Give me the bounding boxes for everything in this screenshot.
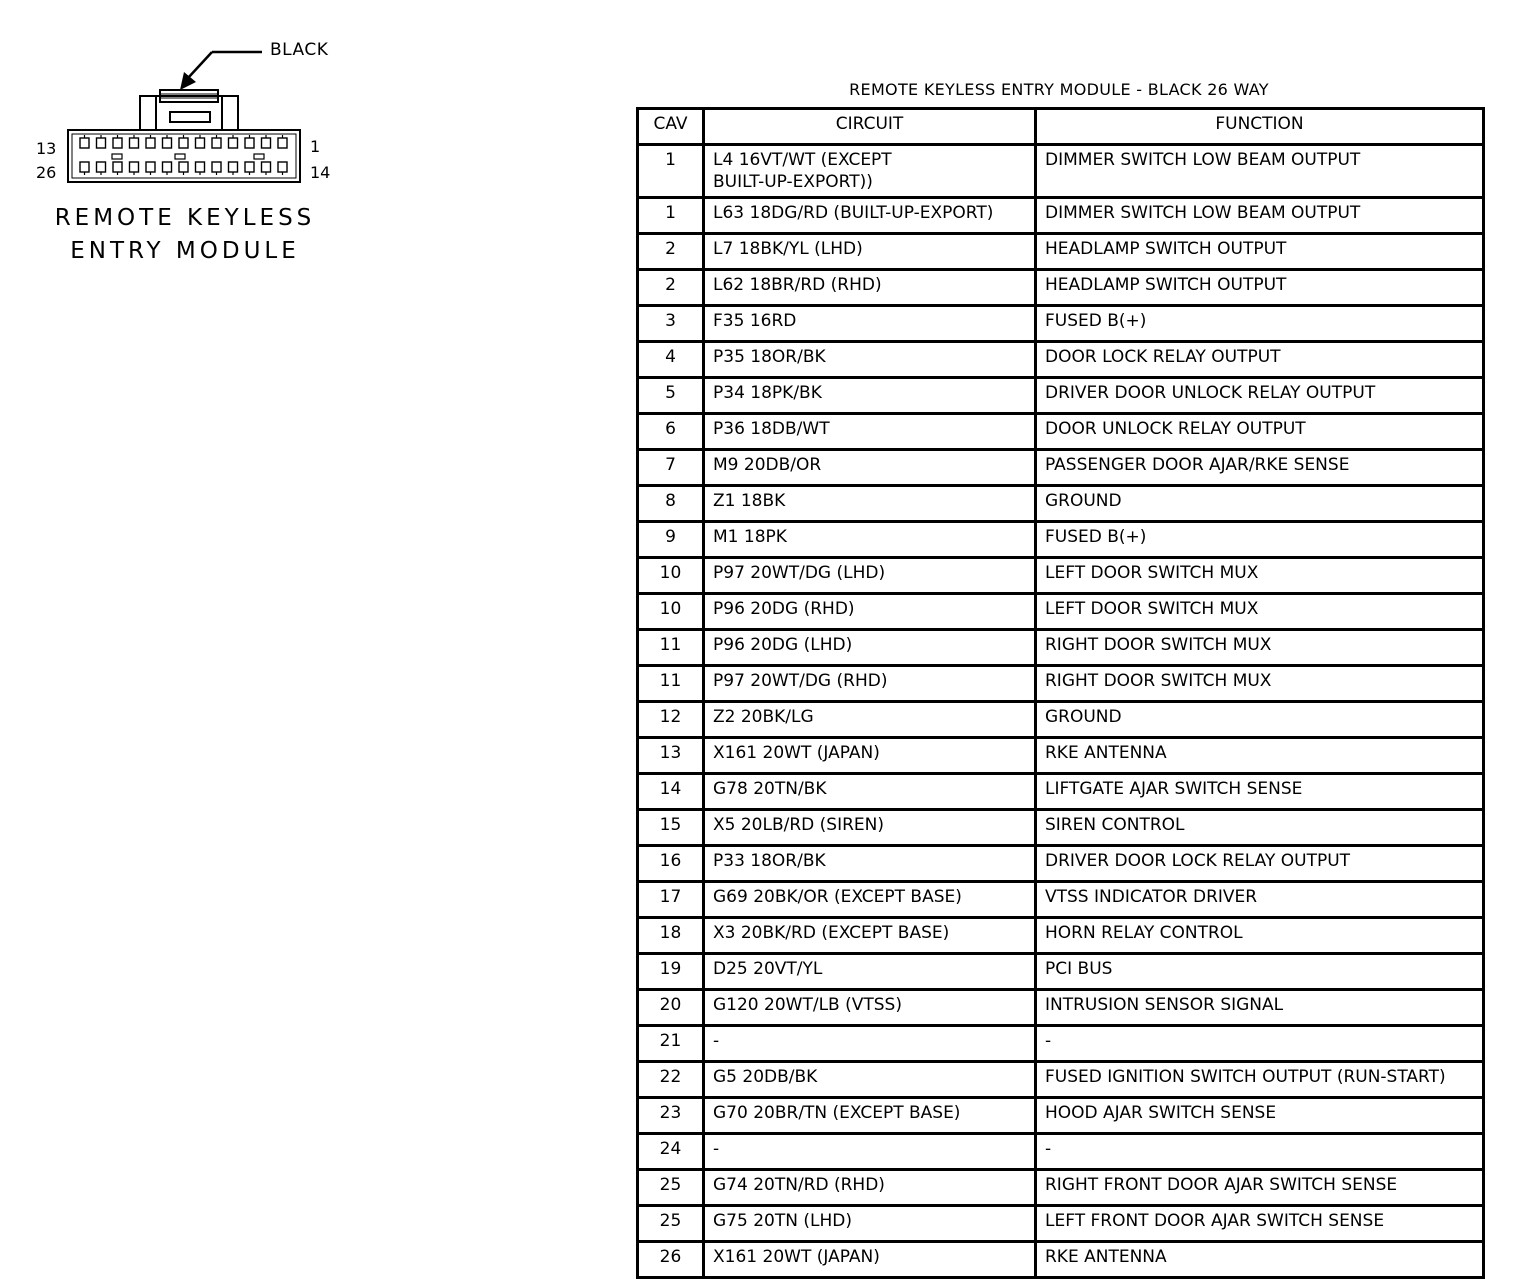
- circuit-cell: G120 20WT/LB (VTSS): [704, 990, 1036, 1026]
- cav-cell: 15: [638, 810, 704, 846]
- function-cell: -: [1036, 1026, 1484, 1062]
- cav-cell: 5: [638, 378, 704, 414]
- function-cell: LEFT DOOR SWITCH MUX: [1036, 594, 1484, 630]
- circuit-cell: Z2 20BK/LG: [704, 702, 1036, 738]
- table-row: [638, 450, 1484, 486]
- function-cell: FUSED B(+): [1036, 306, 1484, 342]
- pin-cavity: [196, 138, 205, 148]
- pin-cavity: [245, 138, 254, 148]
- pin-cavity: [278, 162, 287, 172]
- cav-cell: 26: [638, 1242, 704, 1278]
- pin-label-1: 1: [310, 137, 321, 156]
- cav-cell: 7: [638, 450, 704, 486]
- cav-cell: 6: [638, 414, 704, 450]
- function-cell: HEADLAMP SWITCH OUTPUT: [1036, 270, 1484, 306]
- table-row: [638, 1026, 1484, 1062]
- function-cell: FUSED IGNITION SWITCH OUTPUT (RUN-START): [1036, 1062, 1484, 1098]
- table-row: [638, 1206, 1484, 1242]
- table-row: [638, 738, 1484, 774]
- header-circuit: CIRCUIT: [704, 109, 1036, 145]
- function-cell: PASSENGER DOOR AJAR/RKE SENSE: [1036, 450, 1484, 486]
- function-cell: HOOD AJAR SWITCH SENSE: [1036, 1098, 1484, 1134]
- cav-cell: 10: [638, 594, 704, 630]
- cav-cell: 11: [638, 666, 704, 702]
- table-row: [638, 1062, 1484, 1098]
- pin-cavity: [113, 138, 122, 148]
- function-cell: DOOR LOCK RELAY OUTPUT: [1036, 342, 1484, 378]
- pin-cavity: [229, 138, 238, 148]
- circuit-cell: M9 20DB/OR: [704, 450, 1036, 486]
- pin-cavity: [229, 162, 238, 172]
- table-row: [638, 846, 1484, 882]
- connector-color-label: BLACK: [270, 40, 329, 60]
- function-cell: SIREN CONTROL: [1036, 810, 1484, 846]
- pin-cavity: [97, 162, 106, 172]
- cav-cell: 9: [638, 522, 704, 558]
- table-row: [638, 306, 1484, 342]
- function-cell: DOOR UNLOCK RELAY OUTPUT: [1036, 414, 1484, 450]
- circuit-cell: F35 16RD: [704, 306, 1036, 342]
- keying-rib: [175, 154, 185, 159]
- table-row: [638, 558, 1484, 594]
- table-row: [638, 666, 1484, 702]
- pin-cavity: [130, 138, 139, 148]
- circuit-cell: L7 18BK/YL (LHD): [704, 234, 1036, 270]
- cav-cell: 4: [638, 342, 704, 378]
- cav-cell: 12: [638, 702, 704, 738]
- cav-cell: 13: [638, 738, 704, 774]
- function-cell: FUSED B(+): [1036, 522, 1484, 558]
- cav-cell: 17: [638, 882, 704, 918]
- circuit-cell: L62 18BR/RD (RHD): [704, 270, 1036, 306]
- cav-cell: 21: [638, 1026, 704, 1062]
- function-cell: RIGHT DOOR SWITCH MUX: [1036, 666, 1484, 702]
- table-row: [638, 1134, 1484, 1170]
- function-cell: DIMMER SWITCH LOW BEAM OUTPUT: [1036, 198, 1484, 234]
- cav-cell: 2: [638, 234, 704, 270]
- pinout-table: [636, 107, 1485, 1279]
- header-function: FUNCTION: [1036, 109, 1484, 145]
- table-title: REMOTE KEYLESS ENTRY MODULE - BLACK 26 WAY: [849, 80, 1269, 99]
- pin-cavity: [113, 162, 122, 172]
- cav-cell: 20: [638, 990, 704, 1026]
- function-cell: LEFT DOOR SWITCH MUX: [1036, 558, 1484, 594]
- function-cell: DRIVER DOOR UNLOCK RELAY OUTPUT: [1036, 378, 1484, 414]
- pin-label-13: 13: [36, 139, 57, 158]
- table-row: [638, 378, 1484, 414]
- function-cell: RKE ANTENNA: [1036, 1242, 1484, 1278]
- cav-cell: 1: [638, 145, 704, 198]
- function-cell: PCI BUS: [1036, 954, 1484, 990]
- circuit-cell: X161 20WT (JAPAN): [704, 738, 1036, 774]
- keying-rib: [254, 154, 264, 159]
- circuit-cell: L4 16VT/WT (EXCEPT BUILT-UP-EXPORT)): [704, 145, 1036, 198]
- circuit-cell: G75 20TN (LHD): [704, 1206, 1036, 1242]
- cav-cell: 2: [638, 270, 704, 306]
- table-row: [638, 774, 1484, 810]
- table-row: [638, 990, 1484, 1026]
- function-cell: INTRUSION SENSOR SIGNAL: [1036, 990, 1484, 1026]
- cav-cell: 11: [638, 630, 704, 666]
- arrow-icon: [180, 72, 196, 90]
- header-cav: CAV: [638, 109, 704, 145]
- table-row: [638, 486, 1484, 522]
- circuit-cell: M1 18PK: [704, 522, 1036, 558]
- function-cell: VTSS INDICATOR DRIVER: [1036, 882, 1484, 918]
- module-title-line2: ENTRY MODULE: [70, 238, 300, 264]
- pin-cavity: [179, 162, 188, 172]
- circuit-cell: P96 20DG (RHD): [704, 594, 1036, 630]
- table-row: [638, 594, 1484, 630]
- table-row: [638, 954, 1484, 990]
- function-cell: RIGHT FRONT DOOR AJAR SWITCH SENSE: [1036, 1170, 1484, 1206]
- pin-cavity: [278, 138, 287, 148]
- cav-cell: 14: [638, 774, 704, 810]
- pin-cavity: [179, 138, 188, 148]
- pin-cavity: [146, 162, 155, 172]
- cav-cell: 25: [638, 1206, 704, 1242]
- pin-cavity: [163, 162, 172, 172]
- pin-cavity: [212, 162, 221, 172]
- cav-cell: 19: [638, 954, 704, 990]
- cav-cell: 10: [638, 558, 704, 594]
- pin-cavity: [262, 162, 271, 172]
- circuit-cell: G70 20BR/TN (EXCEPT BASE): [704, 1098, 1036, 1134]
- table-row: [638, 1170, 1484, 1206]
- pin-cavity: [196, 162, 205, 172]
- circuit-cell: G5 20DB/BK: [704, 1062, 1036, 1098]
- function-cell: DIMMER SWITCH LOW BEAM OUTPUT: [1036, 145, 1484, 198]
- cav-cell: 25: [638, 1170, 704, 1206]
- table-row: [638, 810, 1484, 846]
- circuit-cell: X5 20LB/RD (SIREN): [704, 810, 1036, 846]
- table-row: [638, 522, 1484, 558]
- circuit-cell: P33 18OR/BK: [704, 846, 1036, 882]
- circuit-cell: -: [704, 1026, 1036, 1062]
- circuit-cell: P36 18DB/WT: [704, 414, 1036, 450]
- table-row: [638, 630, 1484, 666]
- pin-label-14: 14: [310, 163, 331, 182]
- connector-diagram: [0, 0, 360, 280]
- function-cell: LEFT FRONT DOOR AJAR SWITCH SENSE: [1036, 1206, 1484, 1242]
- cav-cell: 22: [638, 1062, 704, 1098]
- circuit-cell: X161 20WT (JAPAN): [704, 1242, 1036, 1278]
- module-title-line1: REMOTE KEYLESS: [54, 205, 316, 231]
- table-row: [638, 918, 1484, 954]
- cav-cell: 16: [638, 846, 704, 882]
- circuit-cell: P34 18PK/BK: [704, 378, 1036, 414]
- keying-rib: [112, 154, 122, 159]
- pin-cavity: [212, 138, 221, 148]
- connector-pins: [80, 135, 287, 175]
- circuit-cell: G69 20BK/OR (EXCEPT BASE): [704, 882, 1036, 918]
- circuit-cell: G78 20TN/BK: [704, 774, 1036, 810]
- cav-cell: 24: [638, 1134, 704, 1170]
- circuit-cell: P96 20DG (LHD): [704, 630, 1036, 666]
- table-row: [638, 234, 1484, 270]
- circuit-cell: P97 20WT/DG (RHD): [704, 666, 1036, 702]
- table-row: [638, 270, 1484, 306]
- function-cell: LIFTGATE AJAR SWITCH SENSE: [1036, 774, 1484, 810]
- pin-cavity: [97, 138, 106, 148]
- circuit-cell: Z1 18BK: [704, 486, 1036, 522]
- circuit-cell: P97 20WT/DG (LHD): [704, 558, 1036, 594]
- table-row: [638, 1242, 1484, 1278]
- pin-cavity: [146, 138, 155, 148]
- pin-cavity: [130, 162, 139, 172]
- table-row: [638, 1098, 1484, 1134]
- function-cell: -: [1036, 1134, 1484, 1170]
- circuit-cell: D25 20VT/YL: [704, 954, 1036, 990]
- pin-cavity: [262, 138, 271, 148]
- function-cell: GROUND: [1036, 486, 1484, 522]
- cav-cell: 8: [638, 486, 704, 522]
- function-cell: HORN RELAY CONTROL: [1036, 918, 1484, 954]
- function-cell: RIGHT DOOR SWITCH MUX: [1036, 630, 1484, 666]
- pin-cavity: [80, 138, 89, 148]
- pin-cavity: [163, 138, 172, 148]
- pin-cavity: [80, 162, 89, 172]
- function-cell: DRIVER DOOR LOCK RELAY OUTPUT: [1036, 846, 1484, 882]
- table-header-row: [638, 109, 1484, 145]
- table-row: [638, 702, 1484, 738]
- circuit-cell: P35 18OR/BK: [704, 342, 1036, 378]
- pin-cavity: [245, 162, 254, 172]
- cav-cell: 18: [638, 918, 704, 954]
- cav-cell: 1: [638, 198, 704, 234]
- cav-cell: 23: [638, 1098, 704, 1134]
- function-cell: GROUND: [1036, 702, 1484, 738]
- circuit-cell: X3 20BK/RD (EXCEPT BASE): [704, 918, 1036, 954]
- table-row: [638, 342, 1484, 378]
- table-row: [638, 882, 1484, 918]
- function-cell: RKE ANTENNA: [1036, 738, 1484, 774]
- circuit-cell: G74 20TN/RD (RHD): [704, 1170, 1036, 1206]
- table-row: [638, 198, 1484, 234]
- circuit-cell: L63 18DG/RD (BUILT-UP-EXPORT): [704, 198, 1036, 234]
- table-row: [638, 414, 1484, 450]
- cav-cell: 3: [638, 306, 704, 342]
- pin-label-26: 26: [36, 163, 57, 182]
- circuit-cell: -: [704, 1134, 1036, 1170]
- function-cell: HEADLAMP SWITCH OUTPUT: [1036, 234, 1484, 270]
- table-row: [638, 145, 1484, 198]
